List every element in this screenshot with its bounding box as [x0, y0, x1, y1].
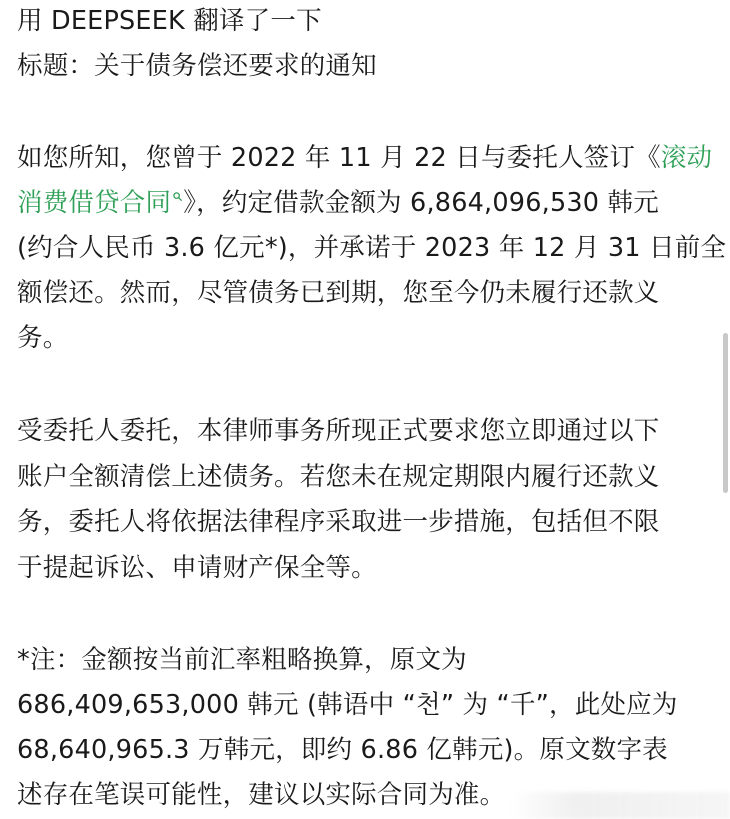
paragraph1-line-1 [17, 141, 712, 175]
search-icon[interactable] [173, 192, 182, 201]
note-line-1: *注：金额按当前汇率粗略换算，原文为 [17, 645, 467, 675]
header-line-2: 标题：关于债务偿还要求的通知 [17, 51, 377, 81]
blurred-watermark [510, 792, 730, 819]
contract-link-part-1[interactable]: 滚动 [660, 143, 713, 173]
paragraph1-line-5: 务。 [17, 323, 69, 353]
note-line-3: 68,640,965.3 万韩元，即约 6.86 亿韩元)。原文数字表 [17, 735, 668, 765]
paragraph2-line-3: 务，委托人将依据法律程序采取进一步措施，包括但不限 [17, 507, 660, 537]
note-line-2: 686,409,653,000 韩元 (韩语中 “천” 为 “千”，此处应为 [17, 690, 678, 720]
paragraph2-line-1: 受委托人委托，本律师事务所现正式要求您立即通过以下 [17, 416, 660, 446]
paragraph2-line-4: 于提起诉讼、申请财产保全等。 [17, 553, 377, 583]
paragraph2-line-2: 账户全额清偿上述债务。若您未在规定期限内履行还款义 [17, 462, 660, 492]
paragraph1-line-1-text: 如您所知，您曾于 2022 年 11 月 22 日与委托人签订《 [17, 143, 661, 173]
note-line-4: 述存在笔误可能性，建议以实际合同为准。 [17, 780, 506, 810]
paragraph1-line-3: (约合人民币 3.6 亿元*)，并承诺于 2023 年 12 月 31 日前全 [17, 233, 727, 263]
paragraph1-line-2-text: 》，约定借款金额为 6,864,096,530 韩元 [183, 188, 659, 218]
header-line-1: 用 DEEPSEEK 翻译了一下 [17, 6, 322, 36]
vertical-scrollbar[interactable] [723, 333, 728, 493]
paragraph1-line-4: 额偿还。然而，尽管债务已到期，您至今仍未履行还款义 [17, 278, 660, 308]
contract-link-part-2[interactable]: 消费借贷合同 [17, 188, 172, 218]
paragraph1-line-2 [17, 186, 659, 220]
